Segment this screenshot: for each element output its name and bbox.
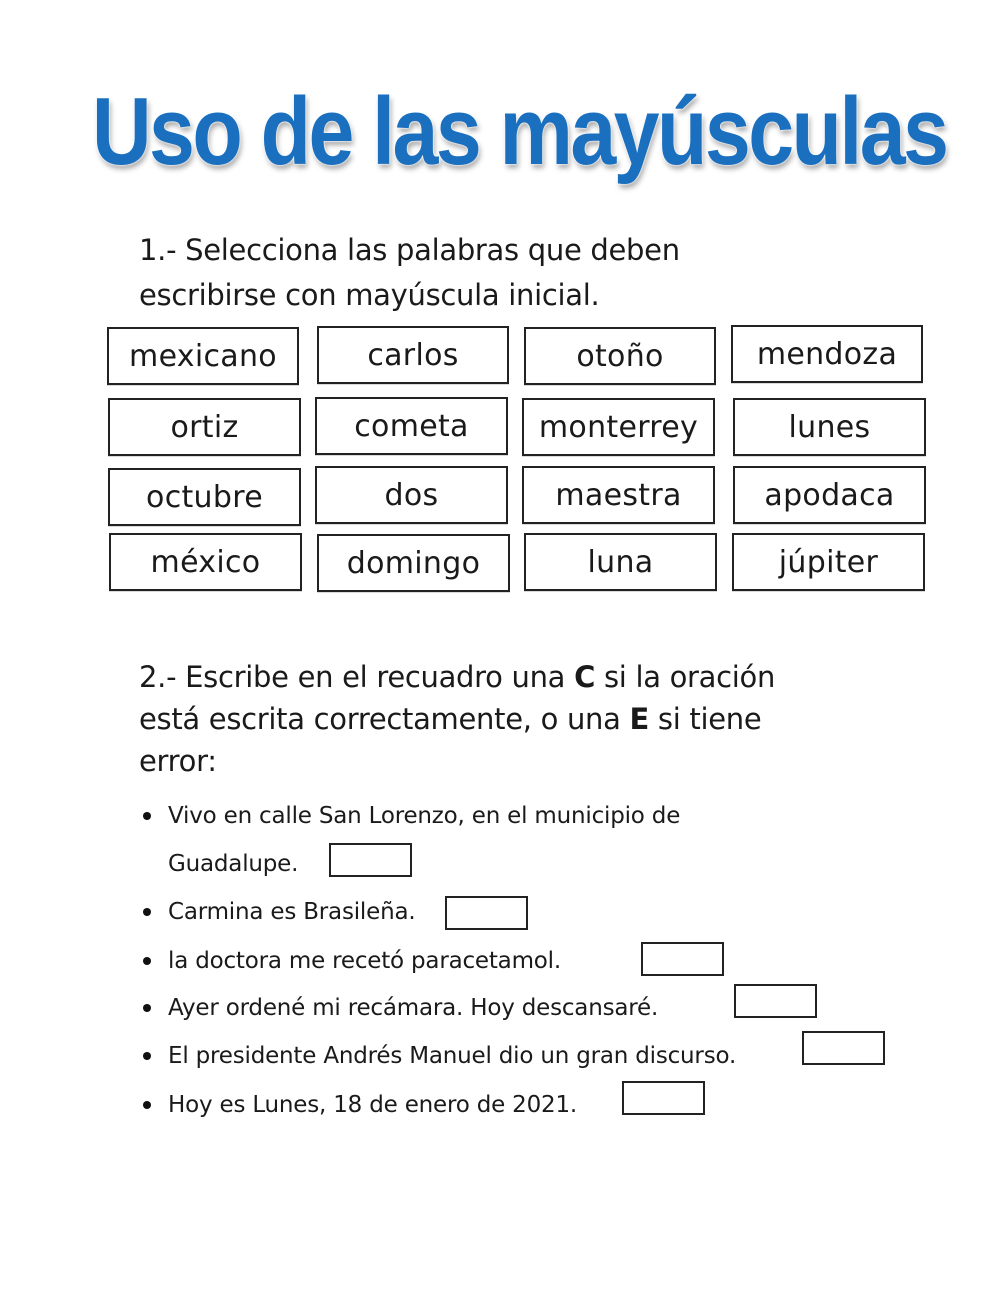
- letter-c: C: [574, 660, 596, 694]
- question-1-line-1: 1.- Selecciona las palabras que deben: [139, 233, 680, 267]
- answer-box[interactable]: [622, 1081, 705, 1115]
- sentence-text: Hoy es Lunes, 18 de enero de 2021.: [168, 1092, 578, 1118]
- bullet-icon: [143, 1052, 151, 1060]
- word-option[interactable]: luna: [524, 533, 717, 591]
- question-2-line-3: error:: [139, 744, 217, 778]
- bullet-icon: [143, 908, 151, 916]
- word-option[interactable]: domingo: [317, 534, 510, 592]
- sentence-text: Vivo en calle San Lorenzo, en el municipio de: [168, 803, 681, 829]
- word-option[interactable]: maestra: [522, 466, 715, 524]
- answer-box[interactable]: [734, 984, 817, 1018]
- question-2-line-1: 2.- Escribe en el recuadro una C si la oración: [139, 660, 776, 694]
- word-option[interactable]: otoño: [524, 327, 716, 385]
- word-option[interactable]: lunes: [733, 398, 926, 456]
- question-2-line-2: está escrita correctamente, o una E si tiene: [139, 702, 762, 736]
- word-option[interactable]: apodaca: [733, 466, 926, 524]
- word-option[interactable]: monterrey: [522, 398, 715, 456]
- bullet-icon: [143, 1004, 151, 1012]
- question-1-line-2: escribirse con mayúscula inicial.: [139, 278, 600, 312]
- word-option[interactable]: méxico: [109, 533, 302, 591]
- sentence-text: Ayer ordené mi recámara. Hoy descansaré.: [168, 995, 659, 1021]
- word-option[interactable]: ortiz: [108, 398, 301, 456]
- word-option[interactable]: cometa: [315, 397, 508, 455]
- sentence-text-continued: Guadalupe.: [168, 851, 299, 877]
- question-2-instruction: [139, 656, 879, 782]
- bullet-icon: [143, 957, 151, 965]
- word-option[interactable]: octubre: [108, 468, 301, 526]
- worksheet-title: Uso de las mayúsculas: [92, 78, 947, 185]
- word-option[interactable]: mendoza: [731, 325, 923, 383]
- word-option[interactable]: mexicano: [107, 327, 299, 385]
- sentence-text: la doctora me recetó paracetamol.: [168, 948, 561, 974]
- question-1-instruction: [139, 228, 819, 318]
- sentence-text: El presidente Andrés Manuel dio un gran discurso.: [168, 1043, 737, 1069]
- word-option[interactable]: júpiter: [732, 533, 925, 591]
- answer-box[interactable]: [329, 843, 412, 877]
- answer-box[interactable]: [802, 1031, 885, 1065]
- bullet-icon: [143, 1101, 151, 1109]
- word-option[interactable]: carlos: [317, 326, 509, 384]
- word-option[interactable]: dos: [315, 466, 508, 524]
- letter-e: E: [629, 702, 650, 736]
- sentence-text: Carmina es Brasileña.: [168, 899, 416, 925]
- bullet-icon: [143, 812, 151, 820]
- answer-box[interactable]: [641, 942, 724, 976]
- answer-box[interactable]: [445, 896, 528, 930]
